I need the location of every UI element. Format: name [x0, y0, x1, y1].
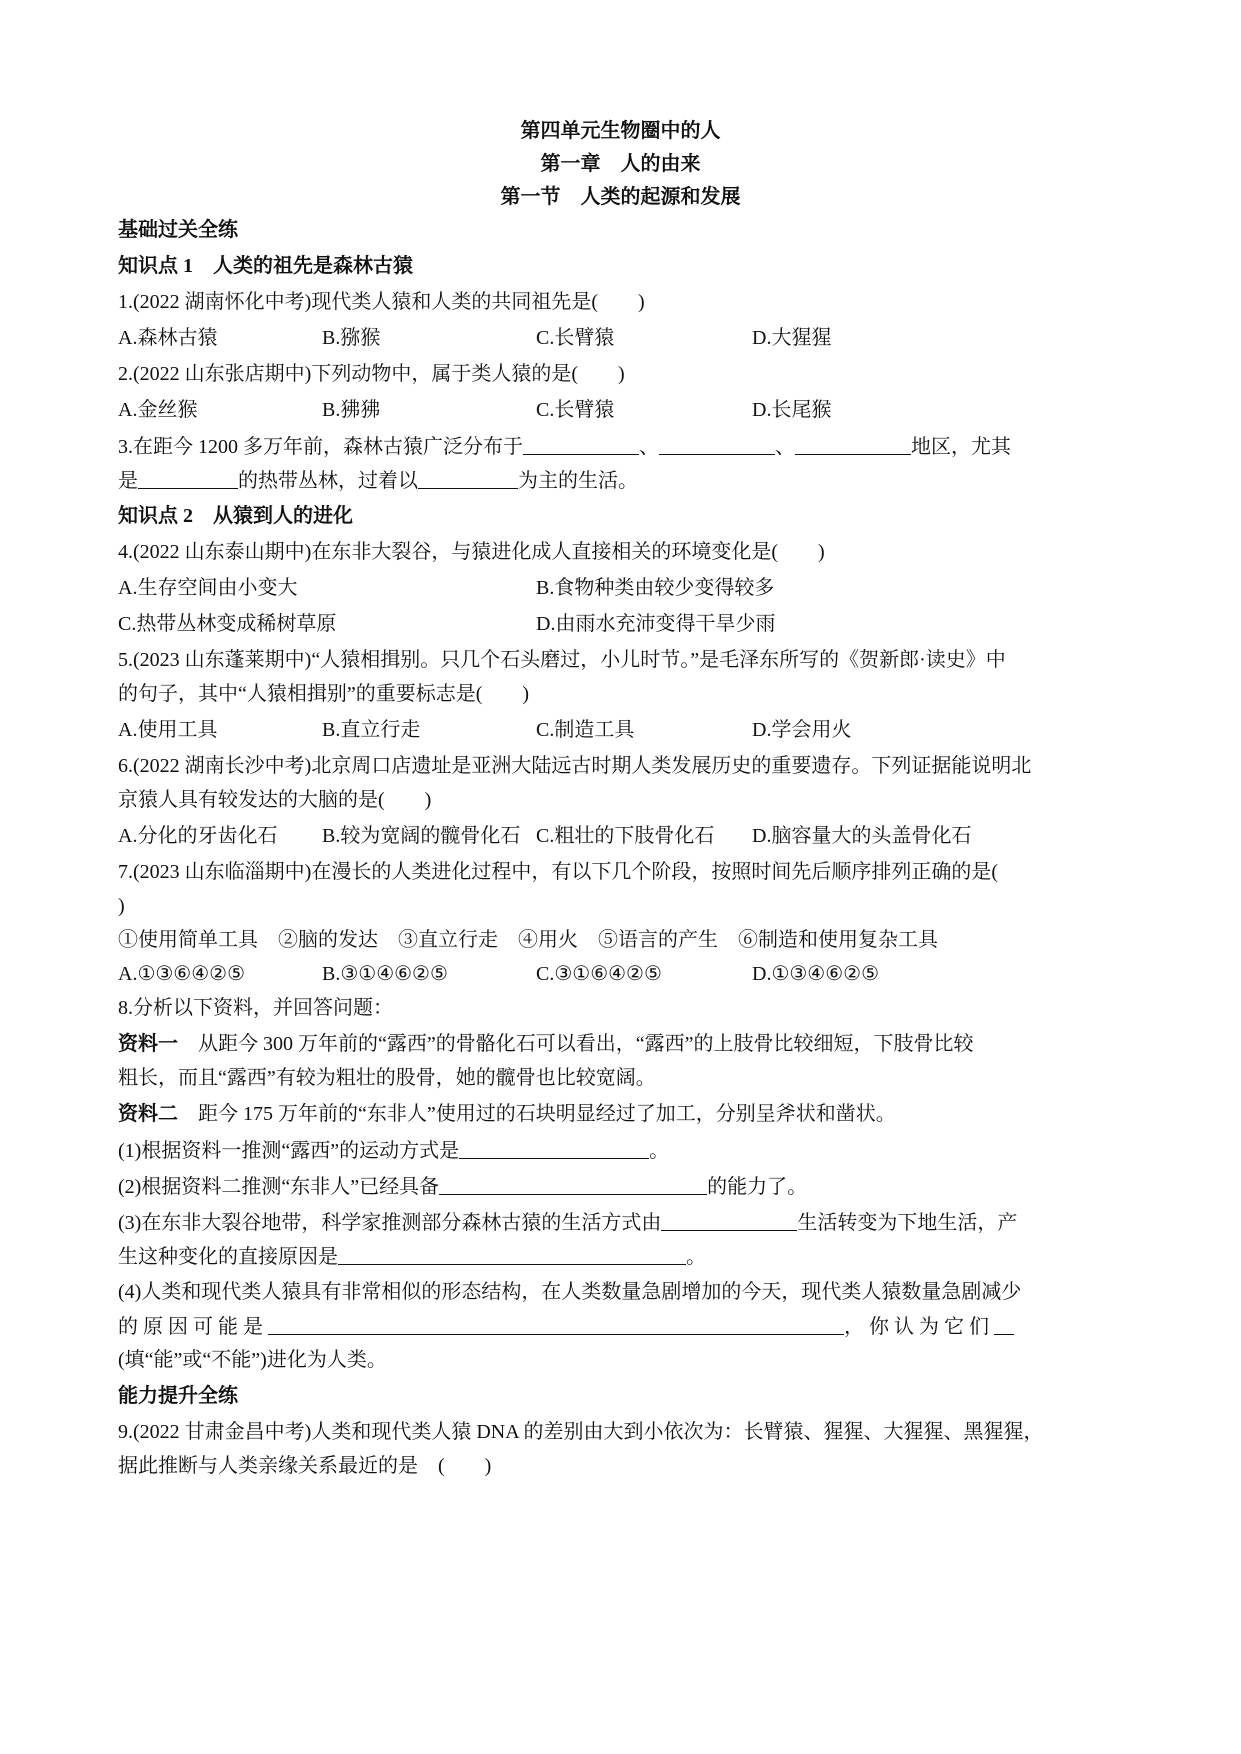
subquestion-3-end: 。	[686, 1246, 706, 1268]
subquestion-3-text: (3)在东非大裂谷地带，科学家推测部分森林古猿的生活方式由	[118, 1212, 662, 1234]
subquestion-2	[118, 1172, 807, 1201]
answer-blank[interactable]	[138, 466, 238, 489]
question-3-text-c: 、	[775, 436, 795, 458]
subquestion-1-end: 。	[649, 1140, 670, 1162]
question-4-option-d: D.由雨水充沛变得干旱少雨	[536, 613, 776, 635]
answer-blank[interactable]	[661, 1208, 797, 1231]
answer-blank[interactable]	[268, 1312, 844, 1335]
question-6-option-c: C.粗壮的下肢骨化石	[536, 825, 715, 847]
knowledge-point-2: 知识点 2 从猿到人的进化	[118, 505, 353, 527]
question-5-option-a: A.使用工具	[118, 719, 218, 741]
subquestion-4-line-2	[118, 1312, 1014, 1341]
question-7-option-a: A.①③⑥④②⑤	[118, 963, 246, 985]
question-3-line-1	[118, 432, 1011, 461]
question-7-option-c: C.③①⑥④②⑤	[536, 963, 662, 985]
material-2-text: 距今 175 万年前的“东非人”使用过的石块明显经过了加工，分别呈斧状和凿状。	[178, 1103, 896, 1125]
question-7-option-b: B.③①④⑥②⑤	[322, 963, 448, 985]
question-1-option-d: D.大猩猩	[752, 327, 832, 349]
question-5-option-c: C.制造工具	[536, 719, 635, 741]
question-9-line-2: 据此推断与人类亲缘关系最近的是 ( )	[118, 1455, 492, 1477]
question-6-line-2: 京猿人具有较发达的大脑的是( )	[118, 789, 432, 811]
question-5-line-2: 的句子，其中“人猿相揖别”的重要标志是( )	[118, 683, 530, 705]
question-1-stem: 1.(2022 湖南怀化中考)现代类人猿和人类的共同祖先是( )	[118, 291, 645, 313]
question-2-option-a: A.金丝猴	[118, 399, 198, 421]
question-6-option-d: D.脑容量大的头盖骨化石	[752, 825, 972, 847]
question-2-option-b: B.狒狒	[322, 399, 381, 421]
question-1-option-c: C.长臂猿	[536, 327, 615, 349]
subquestion-4-line-3: (填“能”或“不能”)进化为人类。	[118, 1349, 387, 1371]
subquestion-1-text: (1)根据资料一推测“露西”的运动方式是	[118, 1140, 460, 1162]
question-3-text-b: 、	[639, 436, 659, 458]
question-3-text-a: 3.在距今 1200 多万年前，森林古猿广泛分布于	[118, 436, 523, 458]
question-5-option-b: B.直立行走	[322, 719, 421, 741]
question-3-text-g: 为主的生活。	[518, 470, 638, 492]
subquestion-3-text-c: 生这种变化的直接原因是	[118, 1246, 338, 1268]
material-1-text: 从距今 300 万年前的“露西”的骨骼化石可以看出，“露西”的上肢骨比较细短，下肢骨比较	[178, 1033, 974, 1055]
answer-blank[interactable]	[523, 432, 639, 455]
question-6-option-b: B.较为宽阔的髋骨化石	[322, 825, 521, 847]
part-heading-basic: 基础过关全练	[118, 219, 238, 241]
answer-blank[interactable]	[418, 466, 518, 489]
part-heading-advanced: 能力提升全练	[118, 1385, 238, 1407]
subquestion-2-end: 的能力了。	[707, 1176, 808, 1198]
question-9-line-1: 9.(2022 甘肃金昌中考)人类和现代类人猿 DNA 的差别由大到小依次为：长臂猿、猩猩、大猩猩、黑猩猩，	[118, 1421, 1044, 1443]
question-8-stem: 8.分析以下资料，并回答问题：	[118, 997, 393, 1019]
question-4-option-b: B.食物种类由较少变得较多	[536, 577, 775, 599]
question-1-option-b: B.猕猴	[322, 327, 381, 349]
question-5-line-1: 5.(2023 山东蓬莱期中)“人猿相揖别。只几个石头磨过，小儿时节。”是毛泽东所写的《贺新郎·读史》中	[118, 649, 1006, 671]
question-1-option-a: A.森林古猿	[118, 327, 218, 349]
knowledge-point-1: 知识点 1 人类的祖先是森林古猿	[118, 255, 413, 277]
question-6-line-1: 6.(2022 湖南长沙中考)北京周口店遗址是亚洲大陆远古时期人类发展历史的重要遗存。下列证据能说明北	[118, 755, 1032, 777]
question-2-option-c: C.长臂猿	[536, 399, 615, 421]
question-4-option-c: C.热带丛林变成稀树草原	[118, 613, 337, 635]
material-1-line-2: 粗长，而且“露西”有较为粗壮的股骨，她的髋骨也比较宽阔。	[118, 1067, 656, 1089]
question-7-option-d: D.①③④⑥②⑤	[752, 963, 880, 985]
subquestion-3-text-b: 生活转变为下地生活，产	[797, 1212, 1018, 1234]
question-3-text-d: 地区，尤其	[911, 436, 1011, 458]
unit-title: 第四单元生物圈中的人	[520, 120, 721, 142]
material-2-line	[118, 1100, 896, 1128]
question-3-text-e: 是	[118, 470, 138, 492]
question-7-line-1: 7.(2023 山东临淄期中)在漫长的人类进化过程中，有以下几个阶段，按照时间先后顺序排列正确的是(	[118, 861, 998, 883]
question-5-option-d: D.学会用火	[752, 719, 852, 741]
subquestion-3-line-1	[118, 1208, 1017, 1237]
answer-blank[interactable]	[795, 432, 911, 455]
subquestion-3-line-2	[118, 1242, 706, 1271]
answer-blank[interactable]	[439, 1172, 707, 1195]
question-7-line-2: )	[118, 895, 125, 917]
subquestion-1	[118, 1136, 669, 1165]
material-2-label: 资料二	[118, 1103, 178, 1125]
material-1-line-1	[118, 1030, 974, 1058]
answer-blank[interactable]	[459, 1136, 649, 1159]
question-6-option-a: A.分化的牙齿化石	[118, 825, 278, 847]
answer-blank[interactable]	[338, 1242, 686, 1265]
question-3-line-2	[118, 466, 638, 495]
subquestion-2-text: (2)根据资料二推测“东非人”已经具备	[118, 1176, 440, 1198]
subquestion-4-text: 的 原 因 可 能 是	[118, 1316, 263, 1338]
question-7-stages: ①使用简单工具 ②脑的发达 ③直立行走 ④用火 ⑤语言的产生 ⑥制造和使用复杂工具	[118, 929, 938, 951]
question-4-option-a: A.生存空间由小变大	[118, 577, 298, 599]
answer-blank[interactable]	[994, 1312, 1014, 1335]
section-title: 第一节 人类的起源和发展	[500, 186, 741, 208]
question-4-stem: 4.(2022 山东泰山期中)在东非大裂谷，与猿进化成人直接相关的环境变化是( )	[118, 541, 825, 563]
subquestion-4-line-1: (4)人类和现代类人猿具有非常相似的形态结构，在人类数量急剧增加的今天，现代类人猿数量急剧减少	[118, 1281, 1022, 1303]
question-2-stem: 2.(2022 山东张店期中)下列动物中，属于类人猿的是( )	[118, 363, 625, 385]
answer-blank[interactable]	[659, 432, 775, 455]
question-3-text-f: 的热带丛林，过着以	[238, 470, 418, 492]
material-1-label: 资料一	[118, 1033, 178, 1055]
question-2-option-d: D.长尾猴	[752, 399, 832, 421]
chapter-title: 第一章 人的由来	[540, 153, 701, 175]
subquestion-4-text-b: ， 你 认 为 它 们	[844, 1316, 989, 1338]
